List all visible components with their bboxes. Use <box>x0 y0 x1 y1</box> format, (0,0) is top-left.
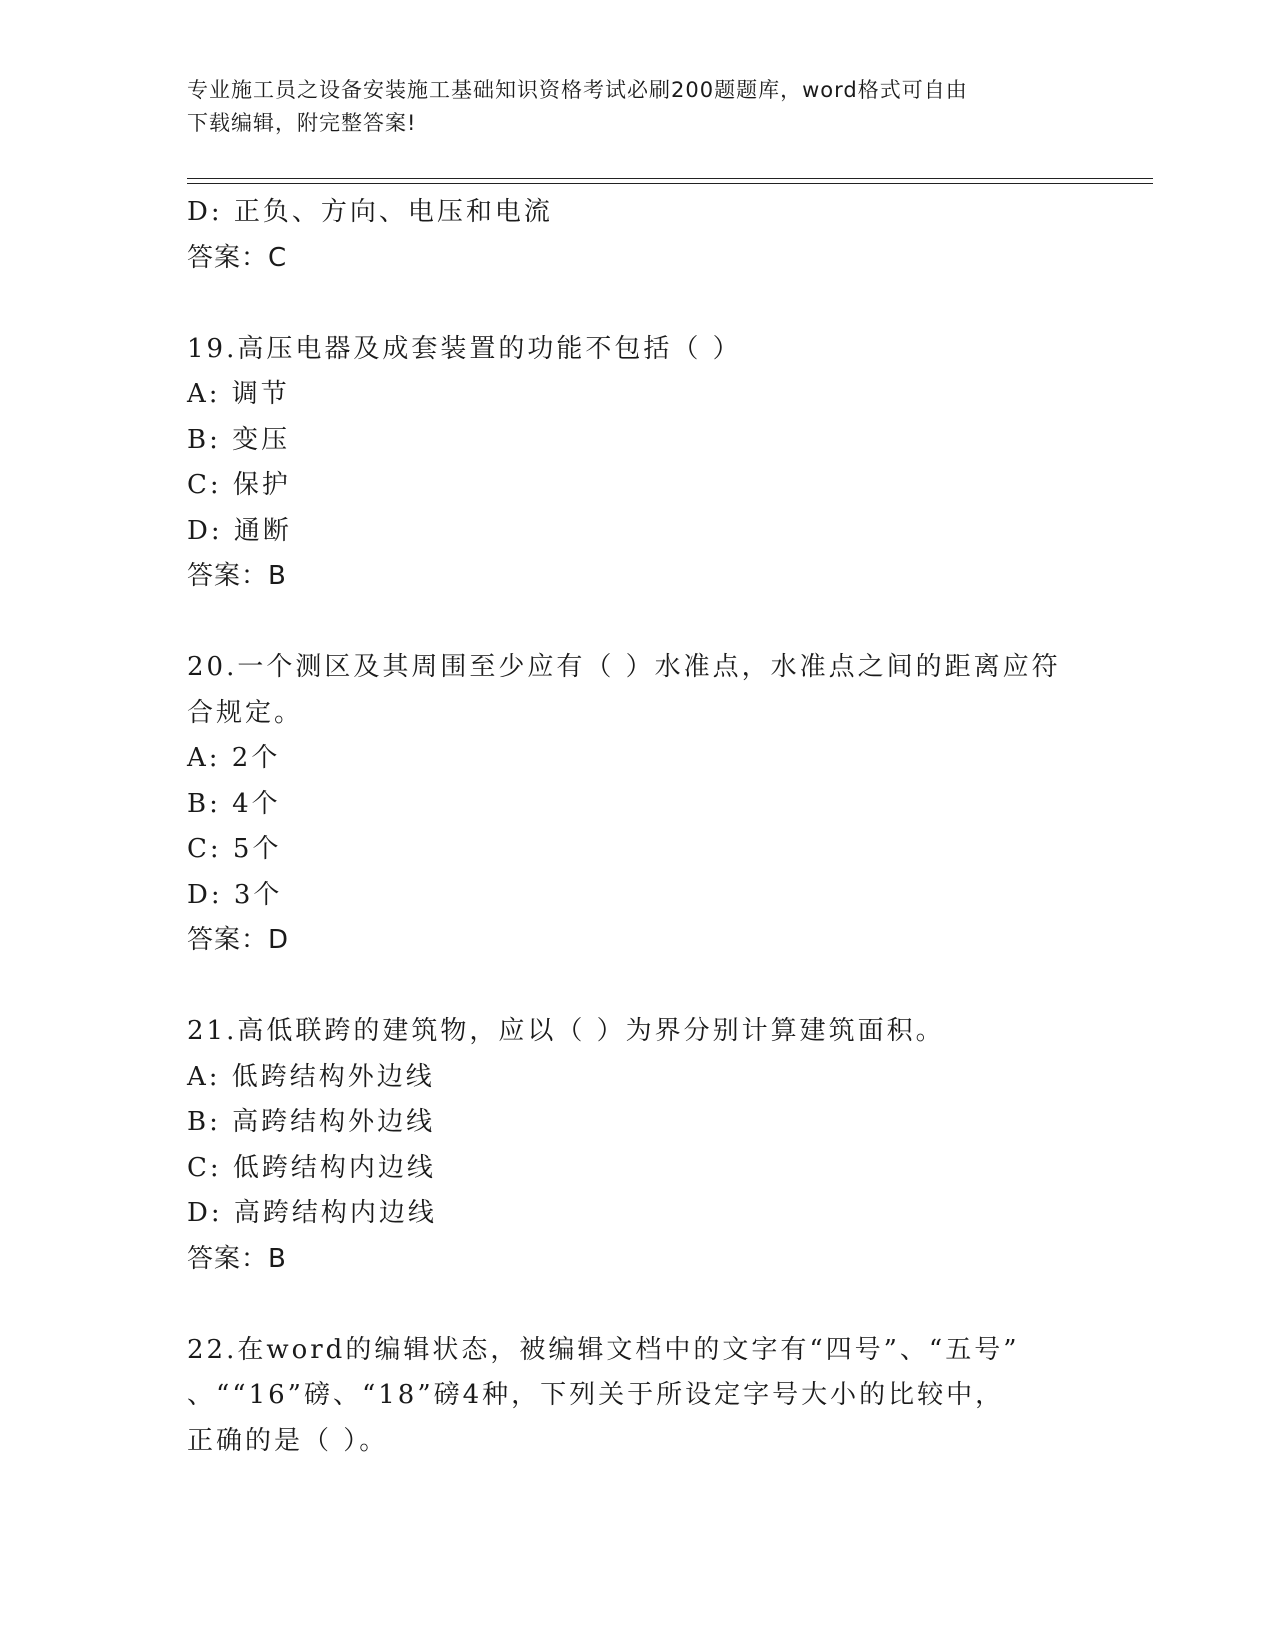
question-stem-line-1: 22.在word的编辑状态，被编辑文档中的文字有“四号”、“五号” <box>187 1334 1020 1365</box>
answer: 答案：B <box>187 1243 287 1274</box>
question-22 <box>187 1328 1087 1465</box>
option-a: A: 2个 <box>187 743 281 773</box>
question-stem-line-3: 正确的是（ ）。 <box>187 1425 389 1456</box>
question-stem: 21.高低联跨的建筑物，应以（ ）为界分别计算建筑面积。 <box>187 1016 945 1046</box>
option-b: B: 高跨结构外边线 <box>187 1107 436 1137</box>
option-d: D: 通断 <box>187 515 292 546</box>
spacer <box>187 964 1087 1010</box>
question-stem-line-2: 、““16”磅、“18”磅4种，下列关于所设定字号大小的比较中， <box>187 1380 1005 1410</box>
question-content <box>187 190 1087 1464</box>
header-title-line-2: 下载编辑，附完整答案! <box>187 111 417 135</box>
question-20 <box>187 645 1087 964</box>
document-page <box>187 0 1147 1650</box>
answer: 答案：B <box>187 561 287 591</box>
option-d: D: 高跨结构内边线 <box>187 1198 437 1228</box>
option-c: C: 低跨结构内边线 <box>187 1152 436 1183</box>
document-header <box>187 74 1087 140</box>
question-stem-line-1: 20.一个测区及其周围至少应有（ ）水准点，水准点之间的距离应符 <box>187 652 1061 682</box>
spacer <box>187 1282 1087 1328</box>
question-stem-line-2: 合规定。 <box>187 697 304 728</box>
question-21 <box>187 1009 1087 1282</box>
option-a: A: 低跨结构外边线 <box>187 1061 435 1092</box>
option-d: D: 3个 <box>187 879 283 910</box>
header-title-line-1: 专业施工员之设备安装施工基础知识资格考试必刷200题题库，word格式可自由 <box>187 78 968 102</box>
spacer <box>187 600 1087 646</box>
spacer <box>187 281 1087 327</box>
question-stem: 19.高压电器及成套装置的功能不包括（ ） <box>187 333 742 364</box>
option-b: B: 变压 <box>187 424 291 455</box>
option-c: C: 5个 <box>187 834 282 864</box>
header-divider <box>187 178 1153 184</box>
question-19 <box>187 327 1087 600</box>
answer: 答案：D <box>187 925 290 955</box>
prev-answer: 答案：C <box>187 242 288 273</box>
option-c: C: 保护 <box>187 470 291 500</box>
option-a: A: 调节 <box>187 379 290 409</box>
option-b: B: 4个 <box>187 788 281 819</box>
prev-option-d: D: 正负、方向、电压和电流 <box>187 197 553 227</box>
